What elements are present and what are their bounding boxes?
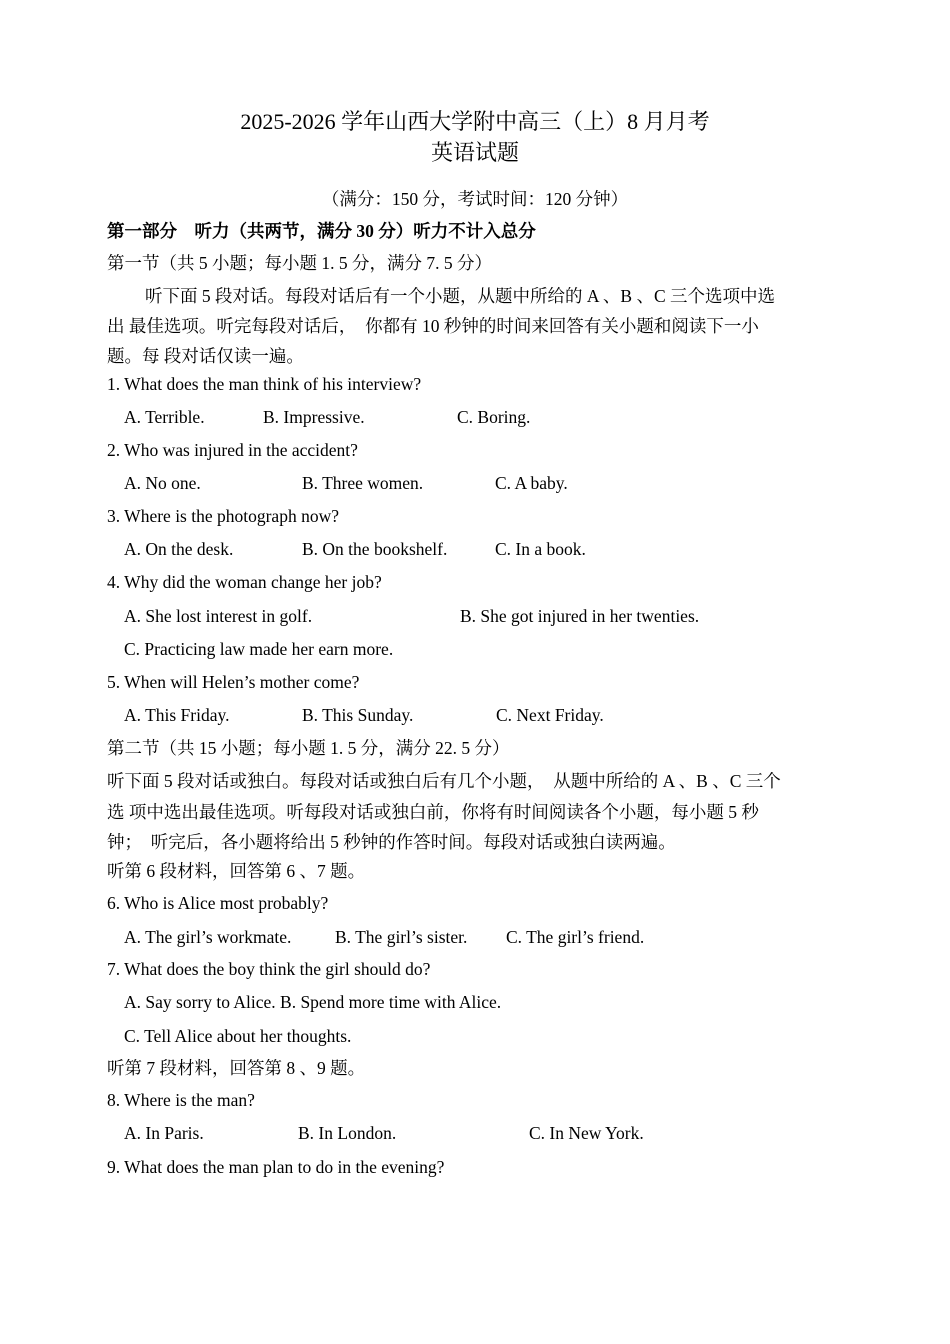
option-c: C. In New York. (529, 1123, 644, 1143)
exam-title: 2025-2026 学年山西大学附中高三（上）8 月月考 (240, 109, 710, 134)
option-a: A. This Friday. (124, 705, 230, 725)
question-stem: 8. Where is the man? (107, 1090, 255, 1110)
option-ab: A. Say sorry to Alice. B. Spend more time with Alice. (124, 992, 502, 1012)
option-b: B. Impressive. (263, 407, 365, 427)
option-c: C. Boring. (457, 407, 531, 427)
section2-heading: 第二节（共 15 小题；每小题 1. 5 分，满分 22. 5 分） (107, 738, 510, 758)
option-c: C. Next Friday. (496, 705, 604, 725)
section2-instruction-line: 听下面 5 段对话或独白。每段对话或独白后有几个小题， 从题中所给的 A 、B 、C 三个 (107, 771, 781, 791)
option-b: B. In London. (298, 1123, 397, 1143)
option-c: C. In a book. (495, 539, 586, 559)
option-a: A. No one. (124, 473, 201, 493)
part1-heading: 第一部分 听力（共两节，满分 30 分）听力不计入总分 (107, 221, 536, 241)
option-a: A. In Paris. (124, 1123, 204, 1143)
question-stem: 1. What does the man think of his interview? (107, 374, 422, 394)
option-b: B. Three women. (302, 473, 424, 493)
exam-meta: （满分：150 分，考试时间：120 分钟） (321, 189, 629, 209)
option-b: B. She got injured in her twenties. (460, 606, 700, 626)
option-c: C. Tell Alice about her thoughts. (124, 1026, 352, 1046)
section2-instruction-line: 选 项中选出最佳选项。听每段对话或独白前，你将有时间阅读各个小题，每小题 5 秒 (107, 802, 759, 822)
question-stem: 2. Who was injured in the accident? (107, 440, 358, 460)
exam-subtitle: 英语试题 (430, 140, 519, 165)
option-a: A. She lost interest in golf. (124, 606, 313, 626)
section1-instruction-line: 出 最佳选项。听完每段对话后， 你都有 10 秒钟的时间来回答有关小题和阅读下一小 (107, 316, 759, 336)
material-6-note: 听第 6 段材料，回答第 6 、7 题。 (107, 861, 366, 881)
option-c: C. The girl’s friend. (506, 927, 645, 947)
question-stem: 4. Why did the woman change her job? (107, 572, 382, 592)
option-b: B. The girl’s sister. (335, 927, 468, 947)
question-stem: 3. Where is the photograph now? (107, 506, 339, 526)
option-a: A. The girl’s workmate. (124, 927, 292, 947)
question-stem: 7. What does the boy think the girl should do? (107, 959, 431, 979)
section1-instruction-line: 听下面 5 段对话。每段对话后有一个小题，从题中所给的 A 、B 、C 三个选项中选 (145, 286, 776, 306)
option-a: A. On the desk. (124, 539, 234, 559)
option-b: B. On the bookshelf. (302, 539, 448, 559)
question-stem: 9. What does the man plan to do in the evening? (107, 1157, 445, 1177)
section1-instruction-line: 题。每 段对话仅读一遍。 (107, 346, 304, 366)
option-b: B. This Sunday. (302, 705, 414, 725)
material-7-note: 听第 7 段材料，回答第 8 、9 题。 (107, 1058, 366, 1078)
section2-instruction-line: 钟； 听完后，各小题将给出 5 秒钟的作答时间。每段对话或独白读两遍。 (107, 832, 676, 852)
question-stem: 6. Who is Alice most probably? (107, 893, 329, 913)
question-stem: 5. When will Helen’s mother come? (107, 672, 360, 692)
option-c: C. Practicing law made her earn more. (124, 639, 394, 659)
option-c: C. A baby. (495, 473, 568, 493)
option-a: A. Terrible. (124, 407, 205, 427)
section1-heading: 第一节（共 5 小题；每小题 1. 5 分，满分 7. 5 分） (107, 253, 492, 273)
